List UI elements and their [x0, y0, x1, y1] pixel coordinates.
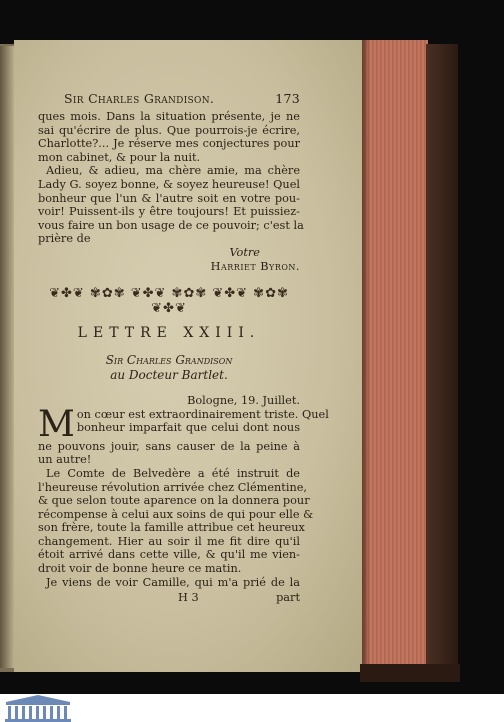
text-line: ne pouvons jouir, sans causer de la peine à	[38, 439, 300, 453]
library-building-icon	[2, 694, 74, 722]
text-line: l'heureuse révolution arrivée chez Clémentine,	[38, 480, 308, 494]
signature-mark: H 3	[178, 591, 199, 605]
running-title: Sir Charles Grandison.	[64, 91, 215, 106]
addressee-line-2: au Docteur Bartlet.	[110, 368, 228, 383]
text-line: Lady G. soyez bonne, & soyez heureuse! Quel	[38, 177, 300, 191]
text-line: Charlotte?... Je réserve mes conjectures pour	[38, 137, 300, 151]
letter-paragraph-2	[38, 466, 314, 576]
text-line: changement. Hier au soir il me fit dire qu'il	[38, 534, 300, 548]
text-line: prière de	[38, 232, 91, 246]
text-line: on cœur est extraordinairement triste. Quel	[76, 407, 329, 421]
paragraph-2	[38, 164, 304, 246]
text-line: bonheur imparfait que celui dont nous	[76, 421, 300, 435]
bottom-strip	[0, 694, 504, 722]
letter-paragraph-3	[38, 576, 300, 590]
signature-name: Harriet Byron.	[210, 259, 300, 273]
book-cover-bottom	[360, 664, 460, 682]
text-line: vous faire un bon usage de ce pouvoir; c'est la	[38, 218, 304, 232]
text-line: son frère, toute la famille attribue cet heureux	[38, 521, 305, 535]
letter-heading: LETTRE XXIII.	[77, 325, 261, 342]
signature-votre: Votre	[229, 245, 260, 259]
page-footer	[38, 591, 300, 604]
letter-paragraph-1	[38, 403, 329, 467]
dateline: Bologne, 19. Juillet.	[187, 394, 300, 408]
text-line: étoit arrivé dans cette ville, & qu'il me vien-	[38, 548, 300, 562]
text-line: bonheur que l'un & l'autre soit en votre pou-	[38, 191, 300, 205]
text-line: sai qu'écrire de plus. Que pourrois-je écrire,	[38, 123, 300, 137]
page-edges	[362, 40, 428, 668]
text-line: droit voir de bonne heure ce matin.	[38, 562, 242, 576]
text-line: ques mois. Dans la situation présente, je ne	[38, 110, 300, 123]
text-line: voir! Puissent-ils y être toujours! Et puissiez-	[38, 205, 300, 219]
text-line: Le Comte de Belvedère a été instruit de	[46, 466, 300, 480]
page-edges-shadow	[362, 40, 370, 668]
text-line: un autre!	[38, 453, 92, 467]
page-number: 173	[275, 91, 300, 106]
running-header	[64, 91, 300, 106]
text-line: récompense à celui aux soins de qui pour elle &	[38, 507, 314, 521]
paragraph-1	[38, 110, 300, 164]
previous-page-edge	[0, 46, 14, 668]
text-line: Je viens de voir Camille, qui m'a prié de la	[46, 575, 300, 589]
page-text	[38, 91, 329, 605]
text-line: mon cabinet, & pour la nuit.	[38, 150, 201, 164]
decorative-ornament-band: ❦✤❦ ✾✿✾ ❦✤❦ ✾✿✾ ❦✤❦ ✾✿✾ ❦✤❦	[49, 286, 289, 317]
text-line: & que selon toute aparence on la donnera pour	[38, 494, 310, 508]
drop-cap: M	[38, 403, 75, 445]
catchword: part	[276, 591, 300, 605]
text-line: Adieu, & adieu, ma chère amie, ma chère	[46, 164, 300, 178]
addressee-line-1: Sir Charles Grandison	[105, 353, 233, 368]
book-cover	[426, 44, 458, 676]
